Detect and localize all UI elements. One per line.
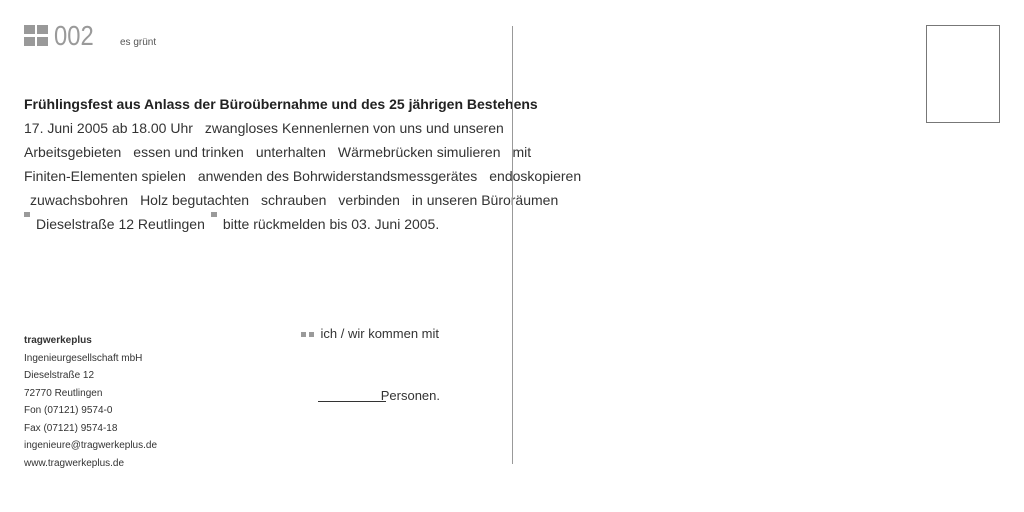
persons-count-field[interactable] bbox=[318, 388, 386, 402]
persons-label: Personen. bbox=[380, 388, 440, 403]
activity-item: anwenden des Bohrwiderstandsmessgerätes bbox=[197, 168, 478, 184]
invitation-text bbox=[24, 92, 582, 236]
fax-line: Fax (07121) 9574-18 bbox=[24, 422, 118, 434]
email-line: ingenieure@tragwerkeplus.de bbox=[24, 440, 158, 451]
persons-row bbox=[318, 388, 440, 405]
attend-label: ich / wir kommen mit bbox=[320, 326, 439, 341]
stamp-box bbox=[926, 25, 1000, 123]
activity-item: verbinden bbox=[338, 192, 400, 208]
logo-tagline: es grünt bbox=[120, 37, 157, 48]
company-name: tragwerkeplus bbox=[24, 335, 92, 346]
invitation-line-1 bbox=[24, 116, 504, 140]
activity-item: Wärmebrücken simulieren bbox=[337, 144, 501, 160]
logo-number: 002 bbox=[54, 20, 94, 51]
activity-item: zuwachsbohren bbox=[30, 192, 129, 208]
activity-item: in unseren Büroräumen bbox=[411, 192, 559, 208]
phone-line: Fon (07121) 9574-0 bbox=[24, 405, 113, 416]
activity-item: Holz begutachten bbox=[140, 192, 250, 208]
activity-item: Arbeitsgebieten bbox=[24, 144, 122, 160]
center-divider bbox=[512, 26, 513, 464]
bullet-icon bbox=[211, 212, 217, 217]
address-line: Dieselstraße 12 bbox=[24, 370, 95, 381]
checkbox-square-icon[interactable] bbox=[301, 332, 306, 337]
address-line: Ingenieurgesellschaft mbH bbox=[24, 352, 143, 364]
rsvp-deadline: bitte rückmelden bis 03. Juni 2005. bbox=[222, 216, 440, 232]
headline-text: Frühlingsfest aus Anlass der Büroübernahme und des 25 jährigen Bestehens bbox=[24, 96, 538, 112]
activity-item: unterhalten bbox=[255, 144, 326, 160]
activity-item: endoskopieren bbox=[489, 168, 582, 184]
invitation-line-5 bbox=[24, 212, 440, 236]
sender-address bbox=[24, 332, 157, 472]
event-location: Dieselstraße 12 Reutlingen bbox=[36, 216, 205, 232]
bullet-icon bbox=[24, 212, 30, 217]
invitation-headline bbox=[24, 92, 538, 116]
activity-item: Finiten-Elementen spielen bbox=[24, 168, 186, 184]
address-line: 72770 Reutlingen bbox=[24, 387, 103, 399]
invitation-line-4 bbox=[24, 188, 559, 212]
activity-item: zwangloses Kennenlernen von uns und unseren bbox=[204, 120, 504, 136]
website-line: www.tragwerkeplus.de bbox=[24, 457, 125, 469]
event-date: 17. Juni 2005 ab 18.00 Uhr bbox=[24, 120, 193, 136]
attend-checkbox-row[interactable] bbox=[301, 326, 439, 341]
activity-item: mit bbox=[512, 144, 532, 160]
checkbox-square-icon[interactable] bbox=[309, 332, 314, 337]
activity-item: essen und trinken bbox=[133, 144, 244, 160]
invitation-line-2 bbox=[24, 140, 532, 164]
invitation-line-3 bbox=[24, 164, 582, 188]
logo-squares-icon bbox=[24, 25, 50, 47]
activity-item: schrauben bbox=[261, 192, 327, 208]
